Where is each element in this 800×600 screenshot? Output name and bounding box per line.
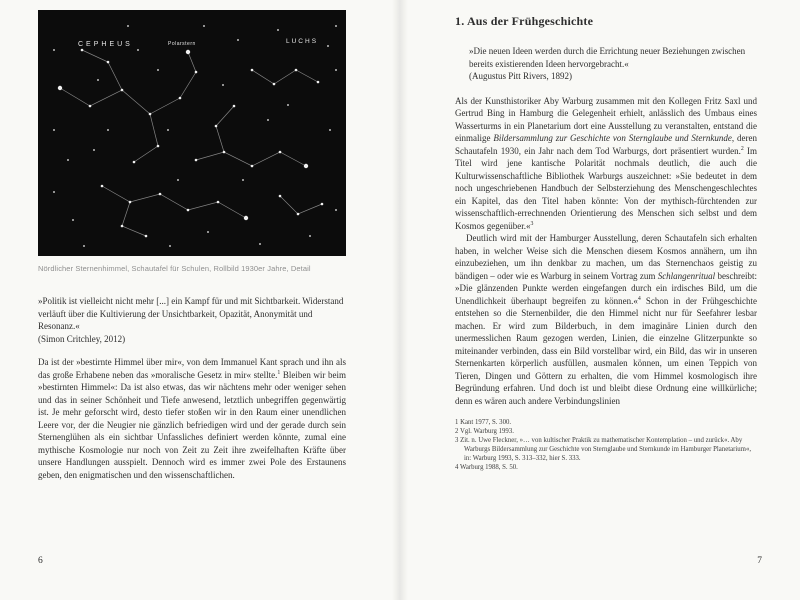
image-caption: Nördlicher Sternenhimmel, Schautafel für Schulen, Rollbild 1930er Jahre, Detail — [38, 264, 311, 273]
star-chart-image — [38, 10, 346, 256]
star-chart-figure — [38, 10, 346, 273]
footnote: 1 Kant 1977, S. 300. — [455, 419, 512, 426]
epigraph-right — [469, 45, 757, 83]
svg-text:Polarstern: Polarstern — [168, 41, 196, 47]
epigraph-right-text: »Die neuen Ideen werden durch die Errichtung neuer Beziehungen zwischen bereits existierenden Ideen hervorgebracht.« — [469, 46, 746, 69]
epigraph-left-text: »Politik ist vielleicht nicht mehr [...] ein Kampf für und mit Sichtbarkeit. Widerstand verläuft über die Kultivierung der Unsichtbarkeit, Opazität, Anonymität und Resonanz.« — [38, 296, 344, 331]
page-number-left: 6 — [38, 556, 43, 566]
svg-text:CEPHEUS: CEPHEUS — [78, 41, 133, 48]
epigraph-left-attribution: (Simon Critchley, 2012) — [38, 333, 126, 344]
body-text-right — [455, 95, 757, 408]
body-paragraph: Deutlich wird mit der Hamburger Ausstellung, deren Schautafeln sich erhalten haben, in welcher Weise sich die Menschen diesem Kosmos annähern, um ihn einzubeziehen, um ihn denkbar zu machen, um das Sternenchaos geistig zu bändigen – oder wie es Warburg in seinem Vortrag zum Schlangenritual beschreibt: »Die glänzenden Punkte werden eingefangen durch ein irdisches Bild, um die Unendlichkeit überhaupt begreifen zu können.«$^4$ Schon in der Frühgeschichte entstehen so die Sternenbilder, die den Himmel nicht nur für Seefahrer lesbar machen. Er wird zum Bilderbuch, in dem imaginäre Linien durch den unermesslichen Raum gezogen werden, Linien, die einzelne Glitzerpunkte so miteinander verbinden, dass ein Bild vorstellbar wird, ein Bild, das wir in unseren Sternenkarten körperlich ausfüllen, ausmalen können, um einen Teppich von Tieren, Dingen und Göttern zu erhalten, die vom Himmel kosmologisch ihre Begründung erfahren. Und doch ist und bleibt diese Ordnung eine willkürliche; denn es wären auch andere Verbindungslinien — [455, 233, 757, 406]
body-paragraph-left: Da ist der »bestirnte Himmel über mir«, von dem Immanuel Kant sprach und ihn als das große Erhabene neben das »moralische Gesetz in mir« stellte.$^1$ Bleiben wir beim »bestirnten Himmel«: Da ist also etwas, das wir nächtens mehr oder weniger sehen und das in seiner Schönheit und Tiefe anwesend, letztlich unbegriffen gegenwärtig ist. Je mehr geforscht wird, desto tiefer stoßen wir in den Raum einer unendlichen Leere vor, der die Neugier nie gänzlich befriedigen wird und der gerade durch sein Sternenglühen als ein sichtbar Unfassliches definiert werden könnte, zumal eine mythische Kosmologie nur noch von Zeit zu Zeit ihre zweifelhaften Kräfte über unsere Handlungen ausspielt. Dennoch wird es immer zwei Pole des Erstaunens geben, den enigmatischen und den wissenschaftlichen. — [38, 357, 346, 480]
svg-text:LUCHS: LUCHS — [286, 38, 319, 45]
page-right — [455, 14, 757, 472]
page-left — [38, 10, 346, 481]
footnotes — [455, 418, 757, 472]
epigraph-left — [38, 295, 346, 345]
footnote: 4 Warburg 1988, S. 50. — [455, 464, 518, 471]
page-gutter — [392, 0, 408, 600]
footnote: 2 Vgl. Warburg 1993. — [455, 428, 514, 435]
page-number-right: 7 — [757, 556, 762, 566]
chapter-heading: 1. Aus der Frühgeschichte — [455, 14, 594, 28]
body-paragraph: Als der Kunsthistoriker Aby Warburg zusammen mit den Kollegen Fritz Saxl und Gertrud Bing in Hamburg die Gelegenheit erhielt, anlässlich des Umbaus eines Wasserturms in ein Planetarium dort eine Ausstellung zu veranstalten, entstand die einmalige Bildersammlung zur Geschichte von Sternglaube und Sternkunde, deren Schautafeln 1930, ein Jahr nach dem Tod Warburgs, dort präsentiert wurden.$^2$ Im Titel wird jene kantische Polarität nochmals deutlich, die auch die Kulturwissenschaftliche Bibliothek Warburgs auszeichnet: »Sie bedeutet in dem noch ungeschriebenen Handbuch der Selbsterziehung des Menschengeschlechtes ein Kapitel, das den Titel haben könnte: Von der mythisch-fürchtenden zur wissenschaftlich-errechnenden Orientierung des Menschen sich selbst und dem Kosmos gegenüber.«$^3$ — [455, 95, 757, 231]
epigraph-right-attribution: (Augustus Pitt Rivers, 1892) — [469, 71, 573, 81]
footnote: 3 Zit. n. Uwe Fleckner, »… von kultischer Praktik zu mathematischer Kontemplation – und zurück«. Aby Warburgs Bildersammlung zur Geschichte von Sternglaube und Sternkunde im Hamburger Planetarium«, in: Warburg 1993, S. 313–332, hier S. 333. — [455, 437, 752, 462]
